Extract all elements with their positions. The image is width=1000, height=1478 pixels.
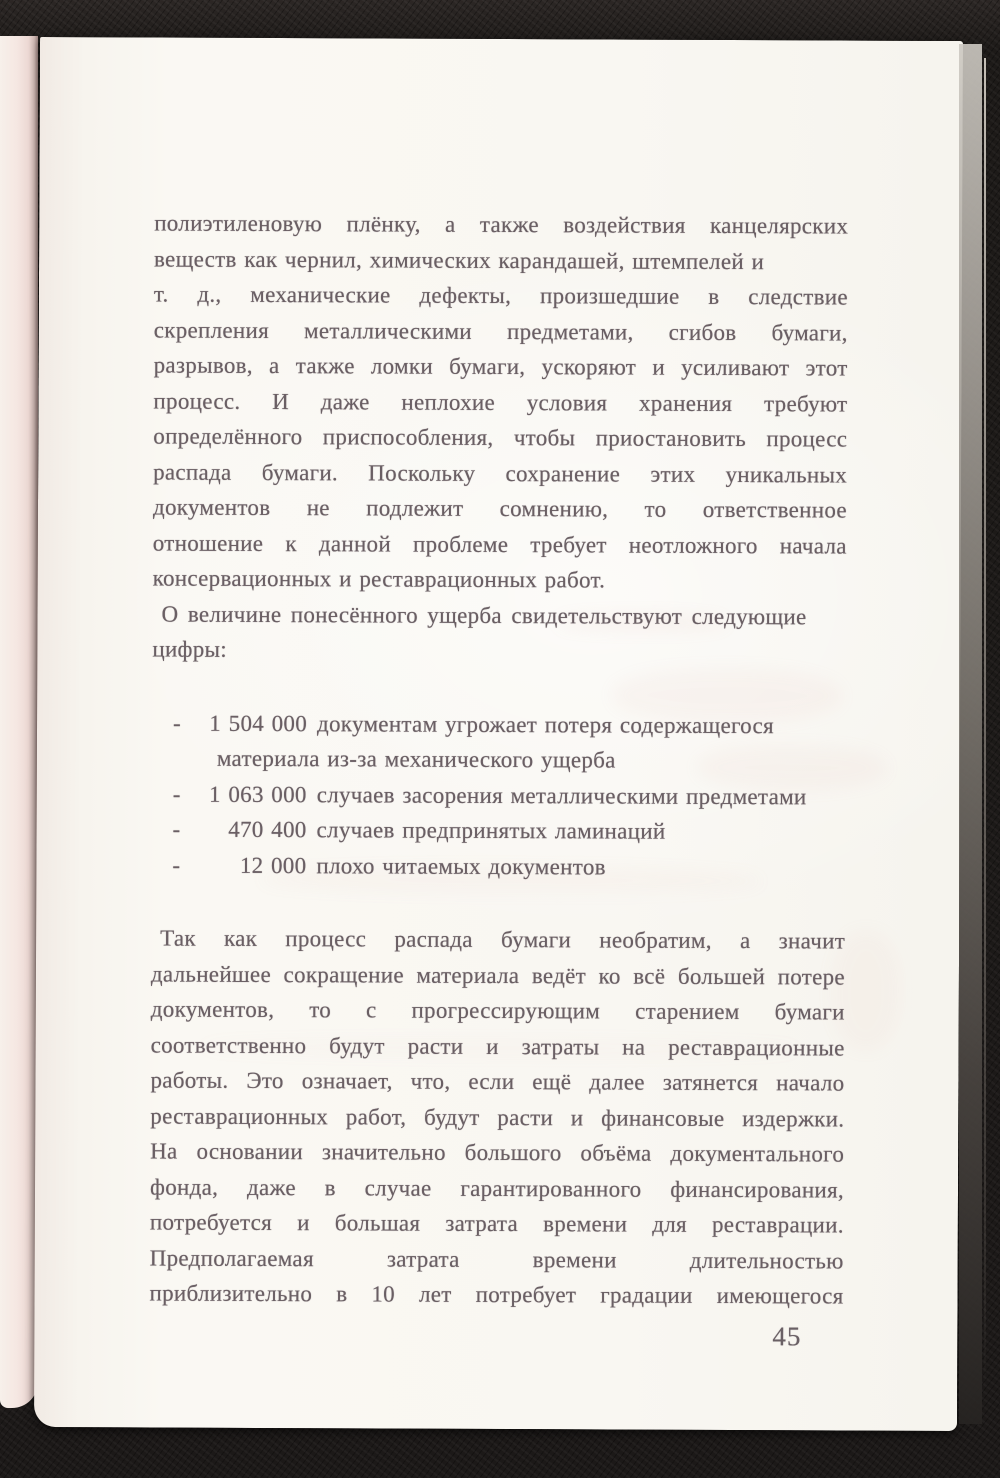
text-line: Предполагаемая затрата времени длительностью — [149, 1244, 844, 1274]
list-item-number: 470 400 — [228, 816, 307, 843]
list-item-number: 12 000 — [239, 852, 307, 878]
list-item-text: случаев засорения металлическими предметами — [316, 781, 807, 809]
text-line: О величине понесённого ущерба свидетельствуют следующие — [161, 601, 807, 629]
text-line: фонда, даже в случае гарантированного финансирования, — [149, 1173, 845, 1203]
list-item-text: случаев предпринятых ламинаций — [316, 817, 666, 844]
list-dash-marker: - — [172, 852, 181, 878]
text-line: работы. Это означает, что, если ещё далее затянется начало — [150, 1067, 845, 1096]
text-line: веществ как чернил, химических карандашей, штемпелей и — [154, 245, 765, 274]
text-line: документов, то с прогрессирующим старением бумаги — [150, 996, 845, 1025]
text-line: определённого приспособления, чтобы приостановить процесс — [153, 423, 848, 452]
paper-sheet — [34, 37, 963, 1431]
book-spine-page-edges — [0, 36, 38, 1408]
text-line: документов не подлежит сомнению, то ответственное — [152, 494, 848, 523]
list-item-text: документам угрожает потеря содержащегося — [316, 710, 775, 738]
list-dash-marker: - — [172, 710, 182, 736]
paragraph-intro-figures — [152, 596, 846, 670]
text-line: приблизительно в 10 лет потребует градации имеющегося — [149, 1280, 844, 1309]
text-line: дальнейшее сокращение материала ведёт ко всё большей потере — [150, 960, 845, 990]
list-item-number: 1 063 000 — [208, 781, 307, 807]
text-line: отношение к данной проблеме требует неотложного начала — [152, 529, 847, 559]
text-line: реставрационных работ, будут расти и финансовые издержки. — [150, 1102, 845, 1132]
list-dash-marker: - — [172, 781, 181, 807]
list-item-text-continuation: материала из-за механического ущерба — [216, 745, 616, 773]
text-line: разрывов, а также ломки бумаги, ускоряют и усиливают этот — [153, 352, 848, 381]
list-item — [173, 705, 846, 743]
text-line: цифры: — [152, 636, 228, 662]
text-line: соответственно будут расти и затраты на реставрационные — [150, 1031, 845, 1061]
page-number: 45 — [772, 1321, 802, 1352]
text-line: полиэтиленовую плёнку, а также воздействия канцелярских — [154, 210, 849, 239]
page-text-block — [149, 205, 848, 1314]
list-item-text: плохо читаемых документов — [316, 852, 606, 879]
text-line: процесс. И даже неплохие условия хранения требуют — [153, 387, 848, 417]
list-item — [172, 847, 845, 885]
list-dash-marker: - — [172, 816, 181, 842]
figures-list — [151, 705, 846, 886]
book-cover-edge-highlight — [984, 58, 986, 1390]
text-line: Так как процесс распада бумаги необратим, а значит — [160, 925, 846, 954]
text-line: потребуется и большая затрата времени для реставрации. — [149, 1209, 844, 1238]
book-block-fore-edge — [959, 44, 982, 1424]
list-item — [173, 812, 846, 850]
paragraph-costs — [149, 920, 845, 1314]
text-line: скрепления металлическими предметами, сгибов бумаги, — [153, 316, 848, 346]
text-line: На основании значительно большого объёма документального — [150, 1138, 845, 1167]
paragraph-continuation — [153, 205, 849, 599]
text-line: консервационных и реставрационных работ. — [152, 565, 606, 593]
list-item-number: 1 504 000 — [209, 710, 308, 736]
list-item — [173, 776, 846, 814]
text-line: распада бумаги. Поскольку сохранение этих уникальных — [153, 458, 848, 488]
text-line: т. д., механические дефекты, произшедшие в следствие — [153, 281, 848, 310]
